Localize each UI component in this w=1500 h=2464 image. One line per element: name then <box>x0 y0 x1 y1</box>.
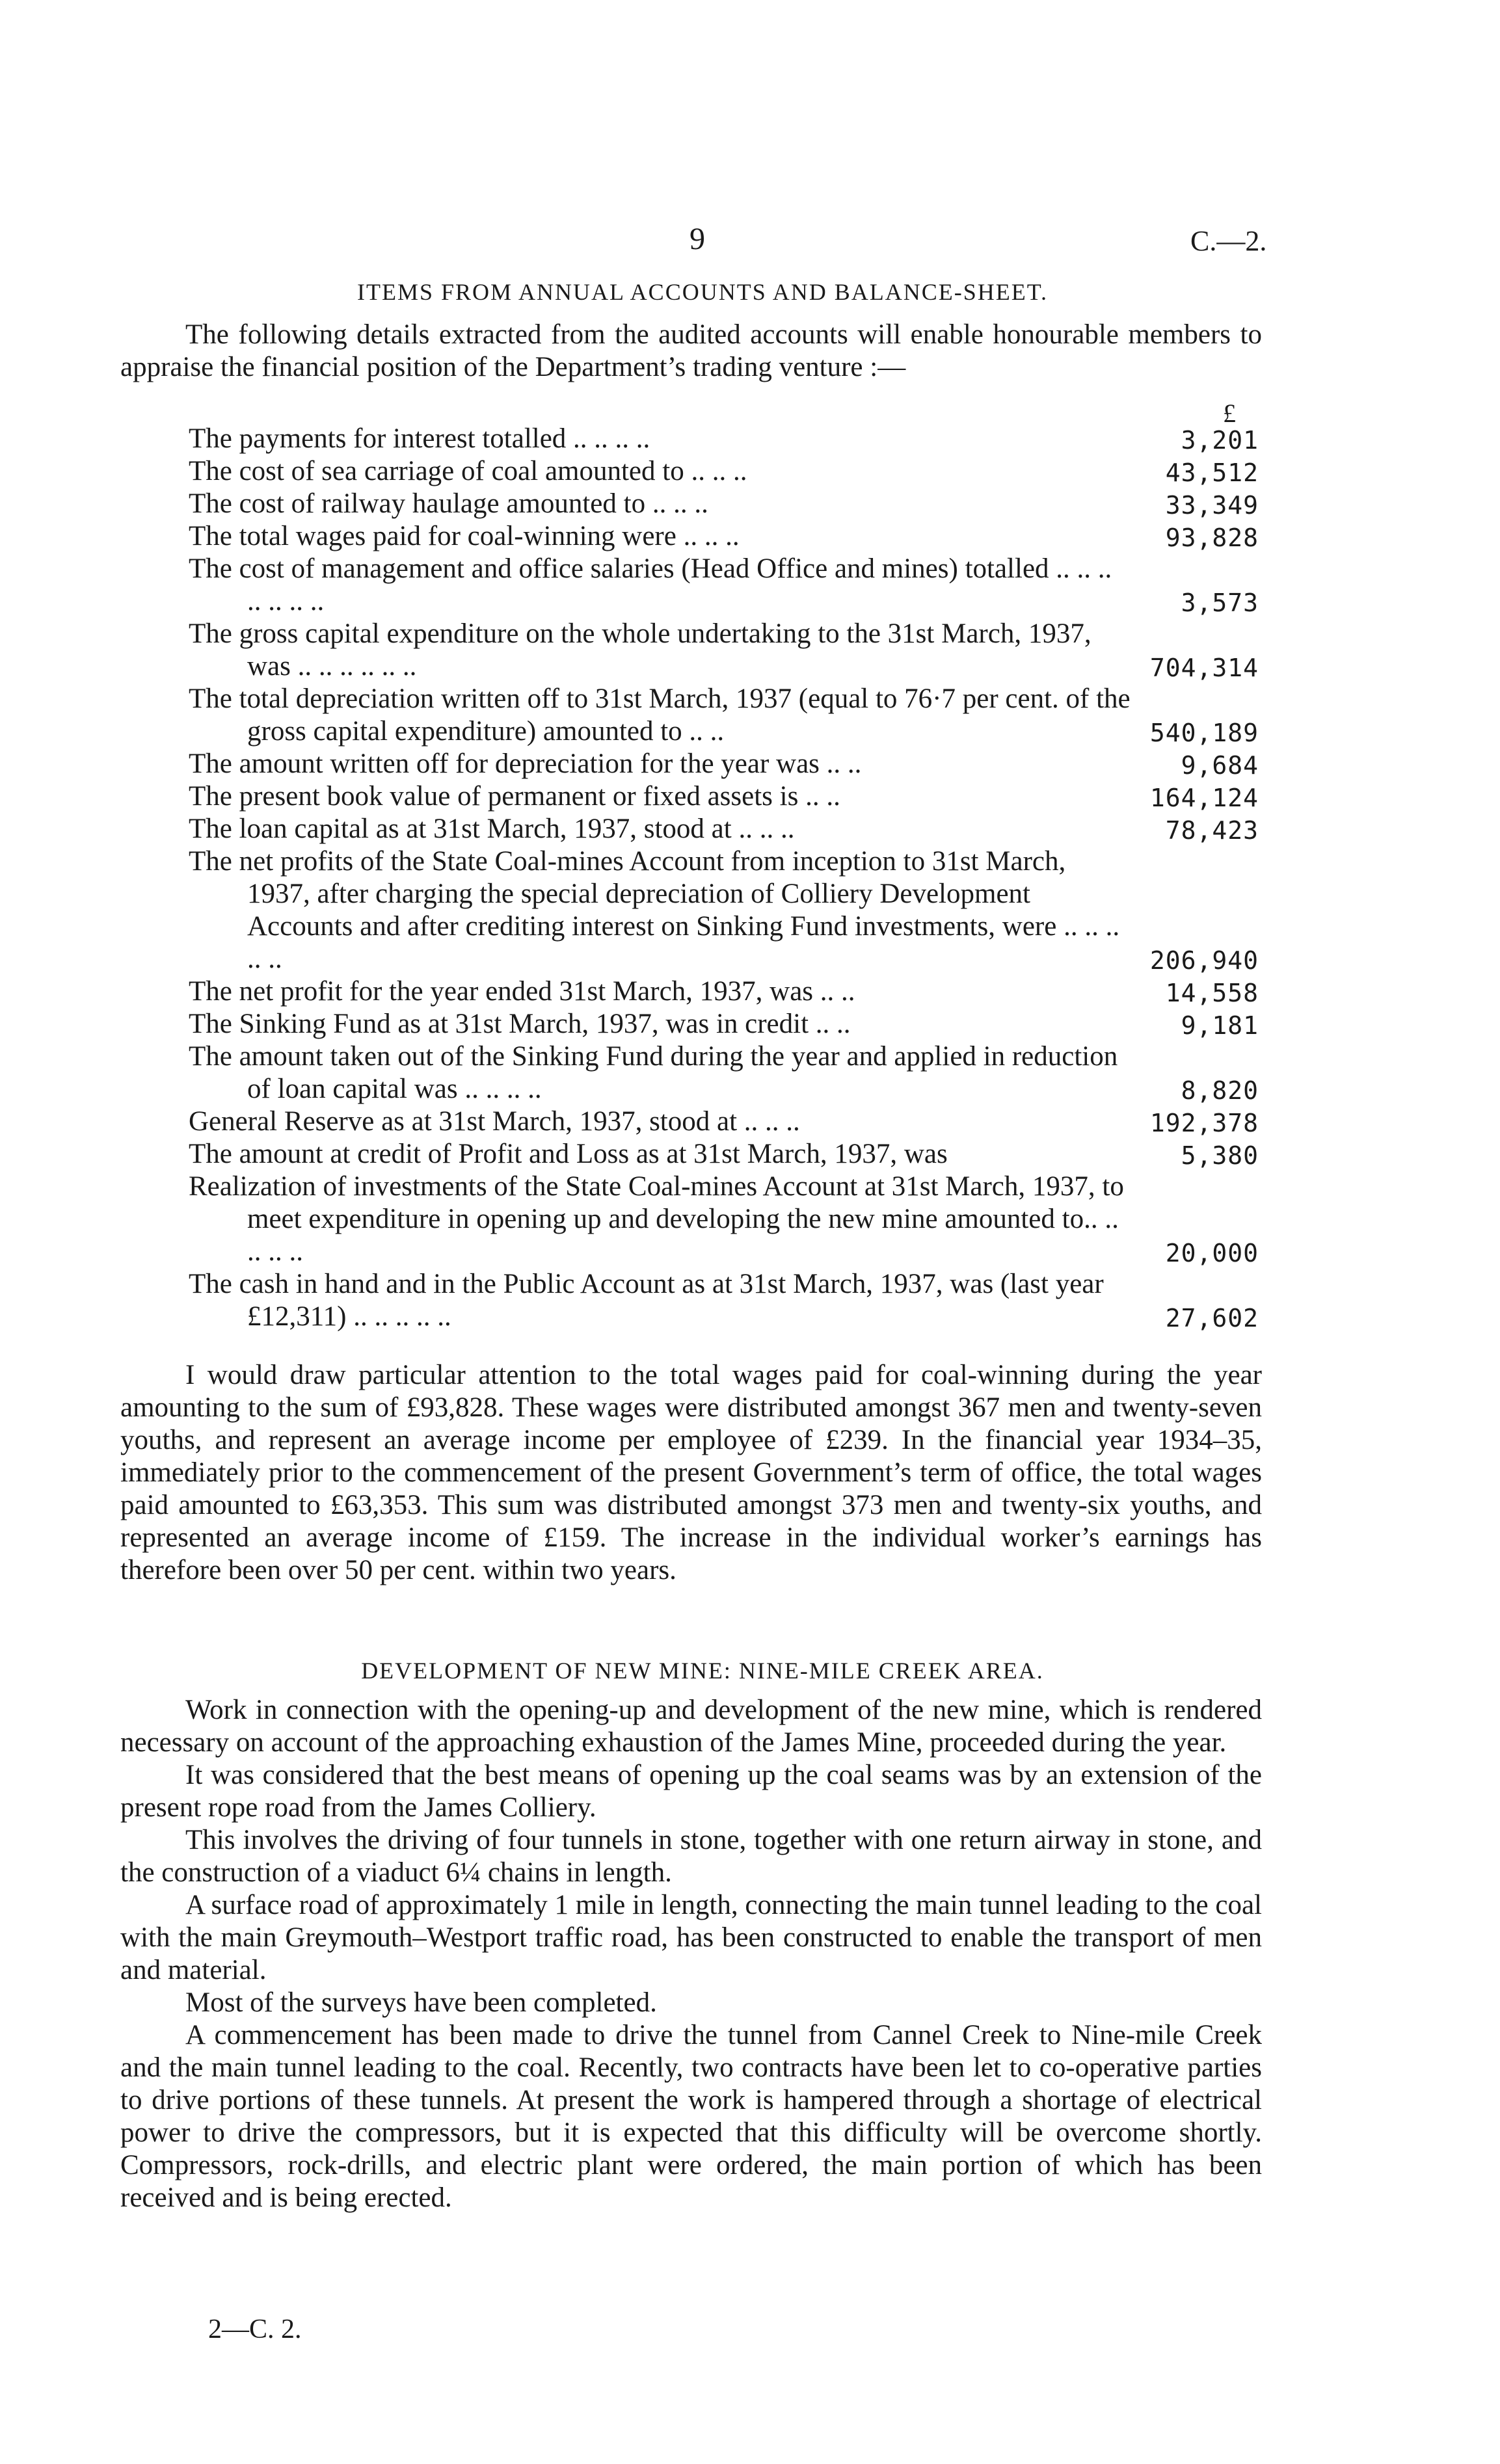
currency-symbol: £ <box>1223 399 1236 428</box>
section-heading-accounts: ITEMS FROM ANNUAL ACCOUNTS AND BALANCE-SHEET. <box>356 279 1049 305</box>
new-mine-paragraph: Most of the surveys have been completed. <box>185 1987 657 2018</box>
account-item-amount: 704,314 <box>1149 654 1259 682</box>
account-item-text: The cost of sea carriage of coal amounted to .. .. .. <box>189 456 747 486</box>
account-item <box>189 618 1268 683</box>
account-item-amount: 3,201 <box>1181 426 1259 455</box>
account-item-text: The cost of management and office salaries (Head Office and mines) totalled .. .. .. .. .. .. .. <box>189 553 1112 616</box>
account-item-text: The Sinking Fund as at 31st March, 1937, was in credit .. .. <box>189 1009 851 1039</box>
new-mine-paragraph: A commencement has been made to drive the tunnel from Cannel Creek to Nine-mile Creek and the main tunnel leading to the coal. Recently, two contracts have been let to co-operative parties to drive portions of these tunnels. At present the work is hampered through a shortage of electrical power to drive the compressors, but it is expected that this difficulty will be overcome shortly. Compressors, rock-drills, and electric plant were ordered, the main portion of which has been received and is being erected. <box>120 2020 1262 2213</box>
account-item-text: The net profit for the year ended 31st March, 1937, was .. .. <box>189 976 855 1007</box>
account-item-text: The amount written off for depreciation for the year was .. .. <box>189 748 862 779</box>
account-item <box>189 748 1268 780</box>
account-item <box>189 488 1268 520</box>
document-reference: C.—2. <box>1190 225 1267 257</box>
account-item-amount: 43,512 <box>1165 458 1259 487</box>
account-item <box>189 975 1268 1008</box>
intro-paragraph <box>120 319 1262 384</box>
account-item-amount: 206,940 <box>1149 946 1259 975</box>
account-item-text: Realization of investments of the State Coal-mines Account at 31st March, 1937, to meet expenditure in opening up and developing the new mine amounted to.. .. .. .. .. <box>189 1171 1124 1267</box>
account-item-amount: 27,602 <box>1165 1304 1259 1332</box>
account-item-text: The total wages paid for coal-winning were .. .. .. <box>189 521 740 551</box>
account-item-amount: 33,349 <box>1165 491 1259 520</box>
account-item-amount: 14,558 <box>1165 979 1259 1007</box>
account-item-text: The cost of railway haulage amounted to .. .. .. <box>189 488 708 519</box>
section-heading-new-mine: DEVELOPMENT OF NEW MINE: NINE-MILE CREEK AREA. <box>361 1658 1044 1684</box>
new-mine-paragraph: A surface road of approximately 1 mile in length, connecting the main tunnel leading to the coal with the main Greymouth–Westport traffic road, has been constructed to enable the transport of men and material. <box>120 1890 1262 1985</box>
account-item <box>189 455 1268 488</box>
account-item-amount: 93,828 <box>1165 523 1259 552</box>
wages-text: I would draw particular attention to the total wages paid for coal-winning during the year amounting to the sum of £93,828. These wages were distributed amongst 367 men and twenty-seven youths, and represent an average income per employee of £239. In the financial year 1934–35, immediately prior to the commencement of the present Government’s term of office, the total wages paid amounted to £63,353. This sum was distributed amongst 373 men and twenty-six youths, and represented an average income of £159. The increase in the individual worker’s earnings has therefore been over 50 per cent. within two years. <box>120 1360 1262 1585</box>
account-item-text: The amount taken out of the Sinking Fund during the year and applied in reduction of loan capital was .. .. .. .. <box>189 1041 1118 1104</box>
account-item <box>189 520 1268 553</box>
account-item <box>189 553 1268 618</box>
wages-paragraph <box>120 1359 1262 1587</box>
account-item-amount: 192,378 <box>1149 1109 1259 1137</box>
account-item-amount: 78,423 <box>1165 816 1259 845</box>
account-item-amount: 20,000 <box>1165 1239 1259 1267</box>
account-item <box>189 423 1268 455</box>
account-item <box>189 780 1268 813</box>
account-item-text: The loan capital as at 31st March, 1937, stood at .. .. .. <box>189 814 795 844</box>
accounts-item-list <box>189 423 1268 1333</box>
account-item-text: The amount at credit of Profit and Loss as at 31st March, 1937, was <box>189 1139 948 1169</box>
account-item-text: The net profits of the State Coal-mines Account from inception to 31st March, 1937, after charging the special depreciation of Colliery Development Accounts and after crediting interest on Sinking Fund investments, were .. .. .. .. .. <box>189 846 1120 974</box>
account-item-text: The present book value of permanent or fixed assets is .. .. <box>189 781 840 812</box>
account-item-amount: 8,820 <box>1181 1076 1259 1105</box>
account-item-text: The gross capital expenditure on the whole undertaking to the 31st March, 1937, was .. .. .. .. .. .. <box>189 618 1092 682</box>
new-mine-paragraph: This involves the driving of four tunnels in stone, together with one return airway in stone, and the construction of a viaduct 6¼ chains in length. <box>120 1825 1262 1888</box>
account-item <box>189 1138 1268 1171</box>
account-item-text: General Reserve as at 31st March, 1937, stood at .. .. .. <box>189 1106 800 1137</box>
new-mine-paragraph: It was considered that the best means of opening up the coal seams was by an extension of the present rope road from the James Colliery. <box>120 1760 1262 1823</box>
account-item <box>189 1268 1268 1333</box>
page-number: 9 <box>690 222 705 256</box>
account-item <box>189 1106 1268 1138</box>
account-item-amount: 9,181 <box>1181 1011 1259 1040</box>
intro-text: The following details extracted from the audited accounts will enable honourable members to appraise the financial position of the Department’s trading venture :— <box>120 319 1262 382</box>
account-item-amount: 164,124 <box>1149 784 1259 812</box>
account-item-amount: 9,684 <box>1181 751 1259 780</box>
new-mine-paragraph: Work in connection with the opening-up and development of the new mine, which is rendered necessary on account of the approaching exhaustion of the James Mine, proceeded during the year. <box>120 1695 1262 1758</box>
account-item-amount: 3,573 <box>1181 589 1259 617</box>
account-item <box>189 813 1268 845</box>
account-item-amount: 5,380 <box>1181 1141 1259 1170</box>
account-item <box>189 1008 1268 1040</box>
account-item-text: The payments for interest totalled .. .. .. .. <box>189 423 650 454</box>
account-item <box>189 1171 1268 1268</box>
account-item-text: The cash in hand and in the Public Account as at 31st March, 1937, was (last year £12,311) .. .. .. .. .. <box>189 1269 1104 1332</box>
new-mine-body <box>120 1694 1262 2214</box>
account-item <box>189 845 1268 975</box>
account-item <box>189 1040 1268 1106</box>
account-item-amount: 540,189 <box>1149 719 1259 747</box>
account-item <box>189 683 1268 748</box>
account-item-text: The total depreciation written off to 31st March, 1937 (equal to 76·7 per cent. of the gross capital expenditure) amounted to .. .. <box>189 683 1131 747</box>
signature-reference: 2—C. 2. <box>208 2314 302 2344</box>
